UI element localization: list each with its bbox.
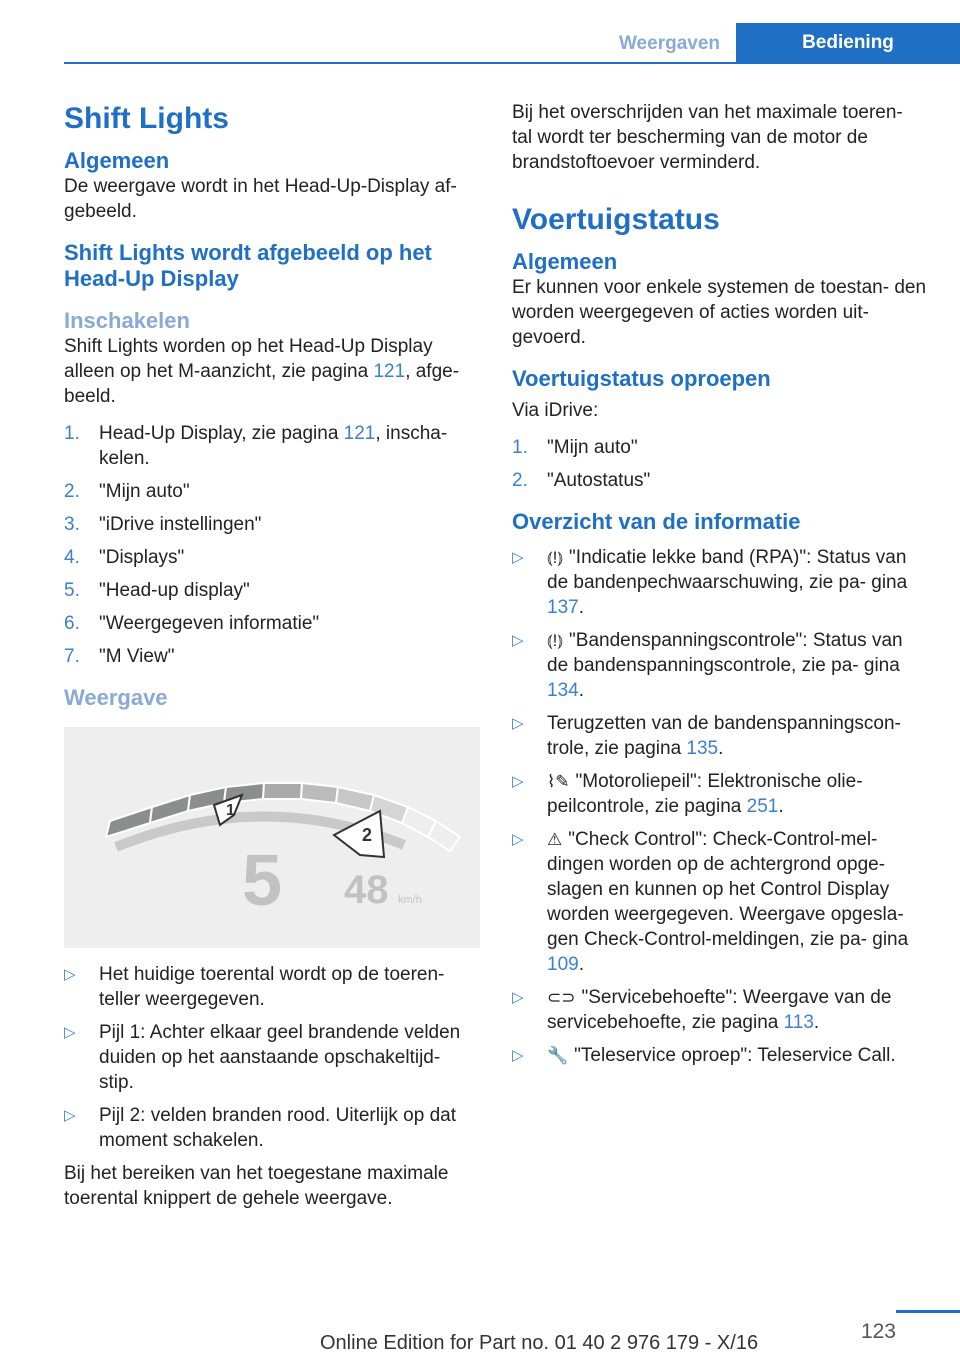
bullet-item (64, 1103, 480, 1153)
heading-algemeen-right: Algemeen (512, 249, 618, 274)
step-text-end: , inscha- kelen. (99, 423, 448, 469)
page-link[interactable]: 121 (343, 423, 376, 444)
overview-item (512, 769, 928, 819)
right-column (512, 100, 928, 1076)
step-text: "M View" (99, 646, 175, 667)
step-text: "Autostatus" (547, 470, 651, 491)
weergave-bullets (64, 962, 480, 1153)
item-text: "Teleservice oproep": Teleservice Call. (574, 1045, 896, 1066)
steps-list (64, 421, 480, 669)
step-text: "Mijn auto" (99, 481, 190, 502)
page-footer (0, 1302, 960, 1362)
speed-unit: km/h (398, 894, 422, 906)
overview-item (512, 628, 928, 703)
bullet-triangle-icon: ▷ (512, 632, 524, 649)
bullet-triangle-icon: ▷ (64, 966, 76, 983)
step-number: 5. (64, 580, 80, 601)
page-number: 123 (860, 1320, 896, 1343)
step-item (64, 512, 480, 537)
heading-inschakelen: Inschakelen (64, 308, 190, 333)
bullet-triangle-icon: ▷ (512, 1047, 524, 1064)
step-number: 1. (64, 423, 80, 444)
step-item (64, 644, 480, 669)
item-text-end: . (718, 738, 724, 759)
paragraph-via-idrive: Via iDrive: (512, 400, 599, 421)
item-text-end: . (578, 680, 584, 701)
title-voertuigstatus: Voertuigstatus (512, 203, 720, 236)
gear-indicator: 5 (242, 841, 283, 921)
page-link[interactable]: 135 (686, 738, 719, 759)
overview-item (512, 985, 928, 1035)
bullet-text: Het huidige toerental wordt op de toeren- teller weergegeven. (99, 964, 445, 1010)
heading-overzicht: Overzicht van de informatie (512, 509, 801, 534)
speed-indicator: 48 (344, 868, 389, 912)
heading-algemeen: Algemeen (64, 148, 170, 173)
arrow-2-marker (334, 811, 384, 857)
step-item (64, 611, 480, 636)
step-text: "Weergegeven informatie" (99, 613, 320, 634)
heading-voertuigstatus-oproepen: Voertuigstatus oproepen (512, 366, 771, 391)
overview-item (512, 711, 928, 761)
tire-warning-icon: ⦅!⦆ (547, 631, 564, 650)
step-number: 3. (64, 514, 80, 535)
warning-triangle-icon: ⚠ (547, 830, 563, 849)
item-text-end: . (813, 1012, 820, 1033)
bullet-item (64, 1020, 480, 1095)
step-text: "Displays" (99, 547, 185, 568)
item-text: "Servicebehoefte": Weergave van de servicebehoefte, zie pagina (547, 987, 892, 1033)
step-item (64, 479, 480, 504)
step-text: Head-Up Display, zie pagina (99, 423, 344, 444)
page-link[interactable]: 109 (547, 954, 579, 975)
item-text-end: . (578, 597, 584, 618)
page-number-rule (896, 1310, 960, 1313)
bullet-triangle-icon: ▷ (64, 1107, 76, 1124)
page-link[interactable]: 134 (547, 680, 579, 701)
paragraph-algemeen-right: Er kunnen voor enkele systemen de toestan- den worden weergegeven of acties worden uit- gevoerd. (512, 277, 927, 348)
step-number: 2. (64, 481, 80, 502)
overview-item (512, 1043, 928, 1068)
shift-lights-illustration (64, 727, 480, 948)
item-text: "Indicatie lekke band (RPA)": Status van de bandenpechwaarschuwing, zie pa- gina (547, 547, 908, 593)
step-number: 6. (64, 613, 80, 634)
inschakelen-text-end: , afge- beeld. (64, 361, 460, 407)
bullet-triangle-icon: ▷ (64, 1024, 76, 1041)
paragraph-toerental: Bij het overschrijden van het maximale toeren- tal wordt ter bescherming van de motor de brandstoftoevoer verminderd. (512, 102, 903, 173)
item-text: Terugzetten van de bandenspanningscon- trole, zie pagina (547, 713, 901, 759)
online-edition-note: Online Edition for Part no. 01 40 2 976 179 - X/16 (320, 1332, 759, 1354)
inschakelen-text: Shift Lights worden op het Head-Up Display alleen op het M-aanzicht, zie pagina (64, 336, 433, 382)
overview-item (512, 827, 928, 977)
step-item (64, 421, 480, 471)
bullet-text: Pijl 1: Achter elkaar geel brandende velden duiden op het aanstaande opschakeltijd- stip. (99, 1022, 461, 1093)
step-item (512, 468, 928, 493)
page-link[interactable]: 113 (783, 1012, 814, 1033)
shift-lights-graphic (64, 727, 480, 948)
title-shift-lights: Shift Lights (64, 102, 229, 135)
heading-shift-lights-display: Shift Lights wordt afgebeeld op het Head-Up Display (64, 240, 432, 291)
page-link[interactable]: 251 (746, 796, 779, 817)
left-column (64, 100, 480, 1211)
bullet-triangle-icon: ▷ (512, 989, 524, 1006)
heading-weergave: Weergave (64, 685, 168, 710)
bullet-text: Pijl 2: velden branden rood. Uiterlijk op dat moment schakelen. (99, 1105, 456, 1151)
oil-can-icon: ⌇✎ (547, 772, 570, 791)
teleservice-wrench-icon: 🔧 (547, 1046, 569, 1065)
step-number: 1. (512, 437, 528, 458)
page-link-121[interactable]: 121 (373, 361, 406, 382)
bullet-triangle-icon: ▷ (512, 773, 524, 790)
page-link[interactable]: 137 (547, 597, 579, 618)
item-text: "Motoroliepeil": Elektronische olie- peilcontrole, zie pagina (547, 771, 863, 817)
bullet-item (64, 962, 480, 1012)
paragraph-inschakelen (64, 334, 480, 409)
bullet-triangle-icon: ▷ (512, 715, 524, 732)
step-item (512, 435, 928, 460)
step-item (64, 545, 480, 570)
arrow-2-label: 2 (362, 825, 373, 845)
step-text: "Mijn auto" (547, 437, 638, 458)
bullet-triangle-icon: ▷ (512, 549, 524, 566)
item-text: "Check Control": Check-Control-mel- dingen worden op de achtergrond opge- slagen en kunnen op het Control Display worden weergegeven. Weergave opgesla- gen Check-Control-meldingen, zie pa- gina (547, 829, 909, 950)
step-number: 4. (64, 547, 80, 568)
step-text: "iDrive instellingen" (99, 514, 262, 535)
item-text-end: . (778, 796, 784, 817)
step-item (64, 578, 480, 603)
page-header (64, 0, 960, 64)
car-service-icon: ⊂⊃ (547, 988, 576, 1007)
header-tab-weergaven[interactable]: Weergaven (618, 33, 720, 54)
header-tab-bediening[interactable]: Bediening (736, 23, 960, 62)
oproepen-steps (512, 435, 928, 493)
overzicht-list (512, 545, 928, 1068)
item-text: "Bandenspanningscontrole": Status van de bandenspanningscontrole, zie pa- gina (547, 630, 903, 676)
paragraph-algemeen: De weergave wordt in het Head-Up-Display af- gebeeld. (64, 176, 457, 222)
paragraph-knippert: Bij het bereiken van het toegestane maximale toerental knippert de gehele weergave. (64, 1163, 449, 1209)
step-number: 2. (512, 470, 528, 491)
step-number: 7. (64, 646, 80, 667)
item-text-end: . (578, 954, 584, 975)
bullet-triangle-icon: ▷ (512, 831, 524, 848)
overview-item (512, 545, 928, 620)
tire-warning-icon: ⦅!⦆ (547, 548, 564, 567)
arrow-1-label: 1 (226, 802, 235, 819)
step-text: "Head-up display" (99, 580, 250, 601)
